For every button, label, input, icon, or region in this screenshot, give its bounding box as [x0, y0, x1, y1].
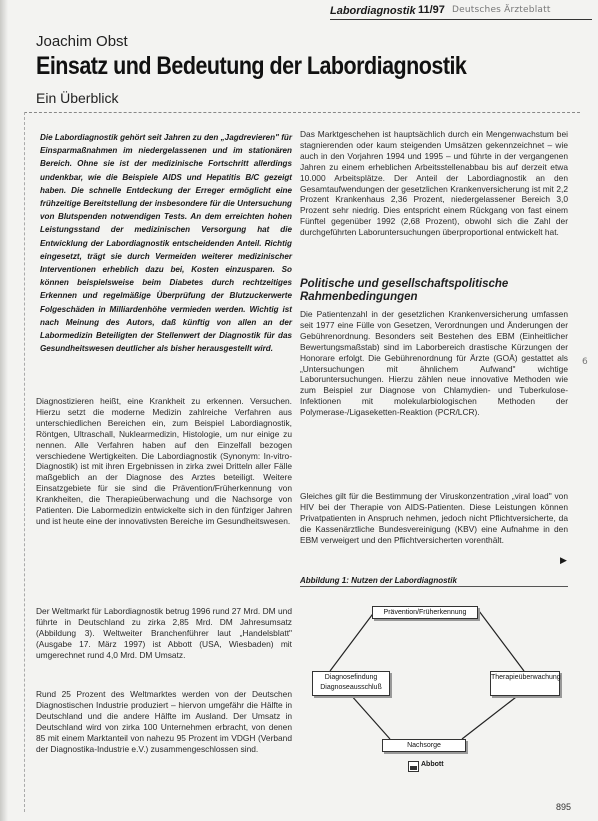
section-heading: Politische und gesellschaftspolitische Rahmenbedingungen	[300, 278, 509, 303]
continue-arrow-icon: ▶	[560, 556, 567, 566]
margin-mark: 6	[582, 357, 588, 367]
body-paragraph-3: Rund 25 Prozent des Weltmarktes werden von der Deutschen Diagnostischen Industrie produziert – hiervon umgefähr die Hälfte in Deutschland und die andere Hälfte im Ausland. Der Umsatz in Deutschland wird von zirka 100 Unternehmen erbracht, von denen 85 mit einem Marktanteil von nahezu 95 Prozent im VDGH (Verband der Diagnostika-Industrie e.V.) zusammengeschlossen sind.	[36, 689, 292, 754]
title-divider	[24, 112, 580, 113]
body-paragraph-5: Die Patientenzahl in der gesetzlichen Krankenversicherung umfassen seit 1977 eine Fülle von Gesetzen, Verordnungen und Änderungen der Gebührenordnung. Besonders seit Bestehen des EBM (Einheitlicher Bewertungsmaßstab) sind im Laborbereich drastische Kürzungen der Honorare erfolgt. Die Gebührenordnung für Ärzte (GOÄ) gestattet als „Untersuchungen mit ähnlichem Aufwand" wichtige Laboruntersuchungen. Hierzu zählen neue innovative Methoden wie zum Beispiel zur Diagnose von Chlamydien- und Tuberkulose-Infektionen mit molekularbiologischen Methoden der Polymerase-/Ligaseketten-Reaktion (PCR/LCR).	[300, 309, 568, 418]
running-header	[330, 4, 592, 20]
body-paragraph-1: Diagnostizieren heißt, eine Krankheit zu erkennen. Versuchen. Hierzu setzt die moderne Medizin zahlreiche Verfahren aus unterschiedlichen Bereichen ein, zum Beispiel Labordiagnostik, Röntgen, Ultraschall, Nuklearmedizin, Histologie, um nur einige zu nennen. Alle Verfahren haben auf den Einzelfall bezogen verschiedene Wertigkeiten. Die Labordiagnostik (Synonym: In-vitro-Diagnostik) ist mit ihren Ergebnissen in zirka zwei Dritteln aller Fälle maßgeblich an der Diagnose des Arztes beteiligt. Weitere Einsatzgebiete für sie sind die Prävention/Früherkennung von Krankheiten, die Therapieüberwachung und die Nachsorge von Patienten. Die Labormedizin entwickelte sich in den fünfziger Jahren und ist heute eine der innovativsten Bereiche im Gesundheitswesen.	[36, 396, 292, 526]
connector-top-left	[330, 611, 375, 671]
figure-source-label: Abbott	[421, 761, 444, 768]
abbott-logo-icon	[408, 761, 419, 772]
diagram-box-prevention: Prävention/Früherkennung	[372, 606, 478, 619]
article-subtitle: Ein Überblick	[36, 90, 119, 106]
body-paragraph-6: Gleiches gilt für die Bestimmung der Viruskonzentration „viral load" von HIV bei der Therapie von AIDS-Patienten. Diese Leistungen können Privatpatienten in Anspruch nehmen, jedoch nicht Pflichtversicherte, da die Kassenärztliche Bundesvereinigung (KBV) eine Aufnahme in den EBM verweigert und den Pflichtversicherten vorenthält.	[300, 491, 568, 545]
diagram-box-diagnosis: Diagnosefindung Diagnoseausschluß	[312, 671, 390, 696]
article-author: Joachim Obst	[36, 33, 128, 50]
header-rule	[330, 19, 592, 20]
figure-caption: Abbildung 1: Nutzen der Labordiagnostik	[300, 576, 457, 585]
page-number: 895	[556, 802, 572, 812]
diagram-box-aftercare: Nachsorge	[382, 739, 466, 752]
connector-bottom-left	[350, 694, 390, 739]
margin-divider	[24, 112, 25, 812]
header-journal: Deutsches Ärzteblatt	[452, 5, 551, 15]
figure-rule	[300, 586, 568, 587]
header-section-label: Labordiagnostik	[330, 5, 416, 17]
diagram-box-therapy: Therapieüberwachung	[490, 671, 560, 696]
connector-top-right	[479, 611, 524, 671]
page-edge-shadow	[0, 0, 8, 821]
lead-paragraph: Die Labordiagnostik gehört seit Jahren zu den „Jagdrevieren" für Einsparmaßnahmen im niedergelassenen und im stationären Bereich. Ohne sie ist der medizinische Fortschritt allerdings undenkbar, wie die Beispiele AIDS und Hepatitis B/C gezeigt haben. Die schnelle Entdeckung der Erreger ermöglicht eine frühzeitige Bereitstellung der insbesondere für die Untersuchung von Blutspenden notwendigen Tests. An dem erreichten hohen Leistungsstand der medizinischen Versorgung hat die Entwicklung der Labordiagnostik entscheidenden Anteil. Richtig eingesetzt, trägt sie durch Vermeiden weiterer medizinischer Interventionen erheblich dazu bei, Kosten einzusparen. So können beispielsweise beim Diabetes durch rechtzeitiges Erkennen und regelmäßige Überprüfung der Blutzuckerwerte Folgeschäden in Milliardenhöhe vermieden werden. Wichtig ist nach Meinung des Autors, daß künftig von allen an der Labormedizin Beteiligten der Stellenwert der Diagnostik für das Gesundheitswesen deutlicher als bisher herausgestellt wird.	[40, 133, 292, 354]
header-issue: 11/97	[418, 4, 445, 16]
connector-bottom-right	[462, 694, 520, 739]
body-paragraph-4: Das Marktgeschehen ist hauptsächlich durch ein Mengenwachstum bei stagnierenden oder kaum steigenden Umsätzen gekennzeichnet – wie auch in den Vorjahren 1994 und 1995 – und führte in der vergangenen Jahren zu einem erheblichen Arbeitsstellenabbau bis auf derzeit etwa 10.000 Arbeitsplätze. Der Anteil der Labordiagnostik an den Gesamtaufwendungen der gesetzlichen Krankenversicherung ist mit 2,2 Prozent Krankenhaus 2,36 Prozent, niedergelassener Bereich 3,0 Prozent sehr niedrig. Dies entspricht einem Rückgang von fast einem Fünftel gegenüber 1992 (2,68 Prozent), obwohl sich die Zahl der durchgeführten Laboruntersuchungen überproportional entwickelt hat.	[300, 129, 568, 238]
article-title: Einsatz und Bedeutung der Labordiagnostik	[36, 52, 467, 80]
body-paragraph-2: Der Weltmarkt für Labordiagnostik betrug 1996 rund 27 Mrd. DM und führte in Deutschland zu zirka 2,85 Mrd. DM Jahresumsatz (Abbildung 3). Weltweiter Branchenführer laut „Handelsblatt" (Ausgabe 17. März 1997) ist Abbott (USA, Wiesbaden) mit umgerechnet rund 4,0 Mrd. DM Umsatz.	[36, 606, 292, 660]
